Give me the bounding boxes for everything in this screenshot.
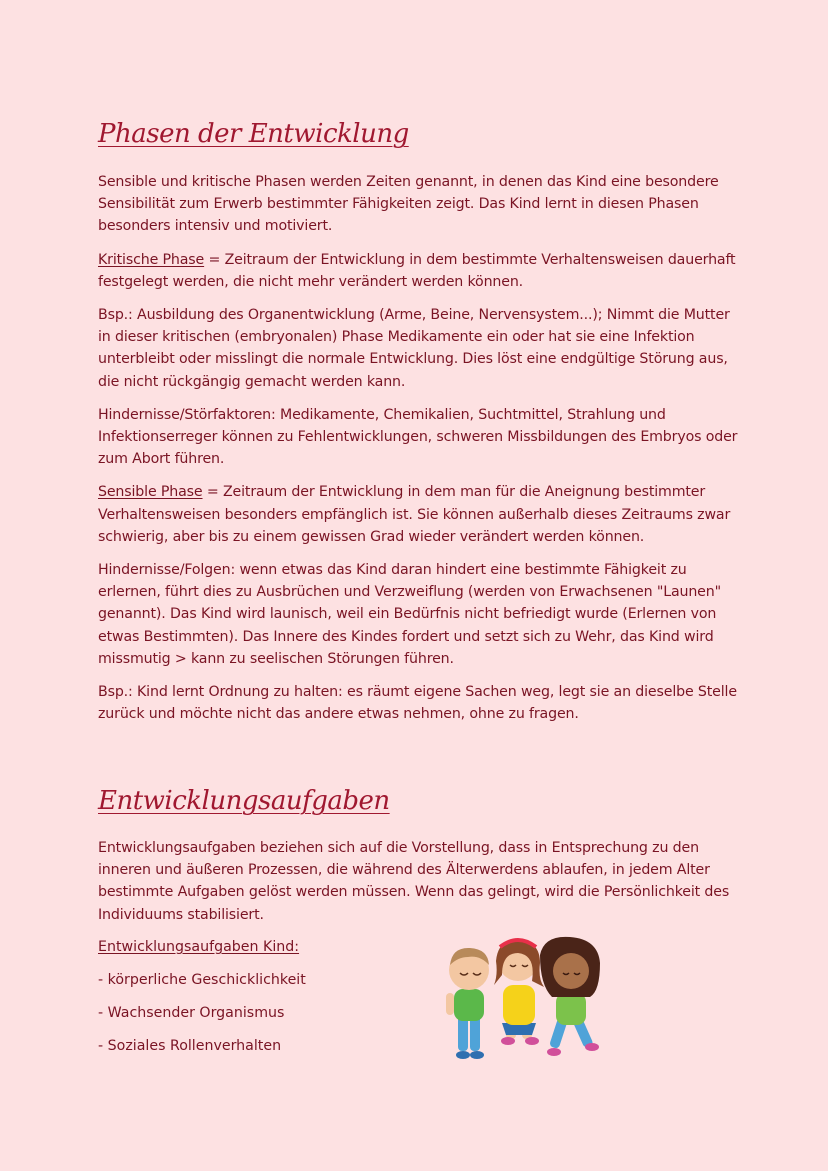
term-sensible-phase: Sensible Phase: [98, 484, 203, 501]
paragraph-beispiel-1: Bsp.: Ausbildung des Organentwicklung (Arme, Beine, Nervensystem...); Nimmt die Mutter in dieser kritischen (embryonalen) Phase Medikamente ein oder hat sie eine Infektion unterbleibt oder misslingt die normale Entwicklung. Dies löst eine endgültige Störung aus, die nicht rückgängig gemacht werden kann.: [98, 307, 730, 390]
section-entwicklungsaufgaben: [98, 837, 738, 937]
task-list: [98, 936, 306, 1068]
three-children-icon: [440, 935, 606, 1065]
paragraph-hindernisse-2: Hindernisse/Folgen: wenn etwas das Kind daran hindert eine bestimmte Fähigkeit zu erlernen, führt dies zu Ausbrüchen und Verzweiflung (werden von Erwachsenen "Launen" genannt). Das Kind wird launisch, weil ein Bedürfnis nicht befriedigt wurde (Erlernen von etwas Bestimmten). Das Innere des Kindes fordert und setzt sich zu Wehr, das Kind wird missmutig > kann zu seelischen Störungen führen.: [98, 562, 721, 667]
definition-kritische-phase: = Zeitraum der Entwicklung in dem bestimmte Verhaltensweisen dauerhaft festgelegt werden, die nicht mehr verändert werden können.: [98, 251, 736, 290]
paragraph-hindernisse-1: Hindernisse/Störfaktoren: Medikamente, Chemikalien, Suchtmittel, Strahlung und Infektionserreger können zu Fehlentwicklungen, schweren Missbildungen des Embryos oder zum Abort führen.: [98, 406, 738, 468]
girl-figure: [494, 940, 544, 1045]
paragraph-beispiel-2: Bsp.: Kind lernt Ordnung zu halten: es räumt eigene Sachen weg, legt sie an dieselbe Stelle zurück und möchte nicht das andere etwas nehmen, ohne zu fragen.: [98, 684, 737, 723]
paragraph-sensible-phase: [98, 481, 738, 548]
definition-sensible-phase: = Zeitraum der Entwicklung in dem man für die Aneignung bestimmter Verhaltensweisen besonders empfänglich ist. Sie können außerhalb dieses Zeitraums zwar schwierig, aber bis zu einem gewissen Grad wieder verändert werden können.: [98, 484, 731, 545]
list-item: - Soziales Rollenverhalten: [98, 1038, 282, 1054]
paragraph-intro: Sensible und kritische Phasen werden Zeiten genannt, in denen das Kind eine besondere Sensibilität zum Erwerb bestimmter Fähigkeiten zeigt. Das Kind lernt in diesen Phasen besonders intensiv und motiviert.: [98, 174, 719, 235]
term-kritische-phase: Kritische Phase: [98, 251, 205, 268]
section-title-entwicklungsaufgaben: Entwicklungsaufgaben: [98, 786, 390, 816]
paragraph-kritische-phase: [98, 249, 738, 293]
section-title-phasen: Phasen der Entwicklung: [98, 119, 409, 149]
section-phasen: [98, 171, 738, 736]
boy-figure: [446, 948, 489, 1059]
list-heading: Entwicklungsaufgaben Kind:: [98, 939, 300, 955]
girl-dark-hair-figure: [540, 937, 600, 1056]
list-item: - Wachsender Organismus: [98, 1005, 285, 1021]
paragraph-entwicklungsaufgaben-intro: Entwicklungsaufgaben beziehen sich auf die Vorstellung, dass in Entsprechung zu den inneren und äußeren Prozessen, die während des Älterwerdens ablaufen, in jedem Alter bestimmte Aufgaben gelöst werden müssen. Wenn das gelingt, wird die Persönlichkeit des Individuums stabilisiert.: [98, 840, 730, 923]
list-item: - körperliche Geschicklichkeit: [98, 972, 306, 988]
